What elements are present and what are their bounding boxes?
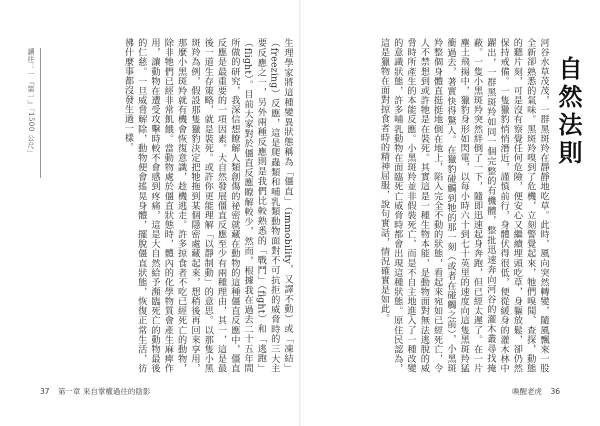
- book-gutter: [299, 0, 301, 426]
- right-page-footer: [512, 386, 560, 397]
- left-footer-chapter: 第一章 來自掌權過往的陰影: [57, 387, 151, 396]
- right-page-number: 36: [550, 387, 560, 396]
- right-footer-label: 喚醒老虎: [512, 387, 543, 396]
- right-page-body-text: 河谷水草茂茂，一群黑斑羚在靜靜地吃草。此時，風向突然轉變，隨風飄來一股全新卻熟悉的氣味。黑斑羚嗅到了危機，立刻警覺起來，牠們嗅聞、查探，動態的聽片刻，可是沒有察覺任何危險，便安心又繼續埋頭吃草，身軀放鬆，卻仍然保持戒備。一隻獵豹悄悄潛近，謹慎前行，身體伏得很低，便從緩身的灌木林中躍出，一群黑斑羚如同一個完整的有機體，整批迅速奔向河谷的灌木叢尋找掩蔽。一隻小黑斑羚突然絆倒了一下，隨即迅速起身奔跑，但已經太遲了。在一片塵土飛揚中，獵豹身形如閃電，以每小時六十到七十英里的速度向這隻黑斑羚猛衝過去，著實快得驚人。在獵豹碰觸到牠的那一刻（或者在碰觸之前），小黑斑羚整個身體直挺挺地倒在地上，陷入完全不動的狀態，看起來宛如已經死亡，令人不禁想到或許牠是在裝死。其實這是一種生物本能，是動物面對無法逃脫的威脅時所產生的本能反應。小黑斑羚並非假裝死亡，而是不自主地進入了一種改變的意識狀態，許多哺乳動物在面臨死亡威脅時都會出現這種狀態。原住民認為，這是獵物在面對掠食者時的精神屈服，說句實話，情況確實是如此。: [378, 38, 549, 373]
- chapter-title: 自然法則: [554, 56, 583, 168]
- margin-note: 讀往：一『第一』「1500 公尺」: [22, 48, 41, 178]
- left-page-number: 37: [40, 387, 50, 396]
- left-page-body-text: 生理學家將這種變異狀態稱為「僵直」（immobility，又譯不動）或「凍結」（freezing）反應，這是爬蟲類和哺乳類動物面對不可抗拒的威脅時的三大主要反應之一，另外兩種反應則是我們比較熟悉的「戰鬥」（fight）和「逃跑」（flight）。目前大家對於僵直反應瞭解較少，然而，根據我在過去二十五年間所做的研究，我深信想瞭解人類創傷的祕密就藏在動物的這種僵直反應中，僵直反應是最重要的一項因素。大自然發展僵直反應至少有兩種理由，其一，這是最後一道生存策略，就是裝死。或許你更能理解「以靜制動」的意思。以那隻小黑斑羚為例，假設那隻獵豹決定把牠拖到某個隱密處藏起來，想稍後再回來享用，那麼小黑斑羚就有機會恢復意識，趁機逃走。許多掠食者不吃已經死亡的動物，除非牠們已經非常飢餓。當動物處於僵直狀態時，體內的化學物質會產生麻痺作用，讓動物在遭受攻擊時較不會感到疼痛，這是大自然給予瀕臨死亡的動物最後的仁慈。一旦威脅解除，動物便會搖晃身體，擺脫僵直狀態，恢復正常生活，彷彿什麼事都沒發生過一樣。: [122, 38, 293, 373]
- left-page-footer: [40, 386, 150, 397]
